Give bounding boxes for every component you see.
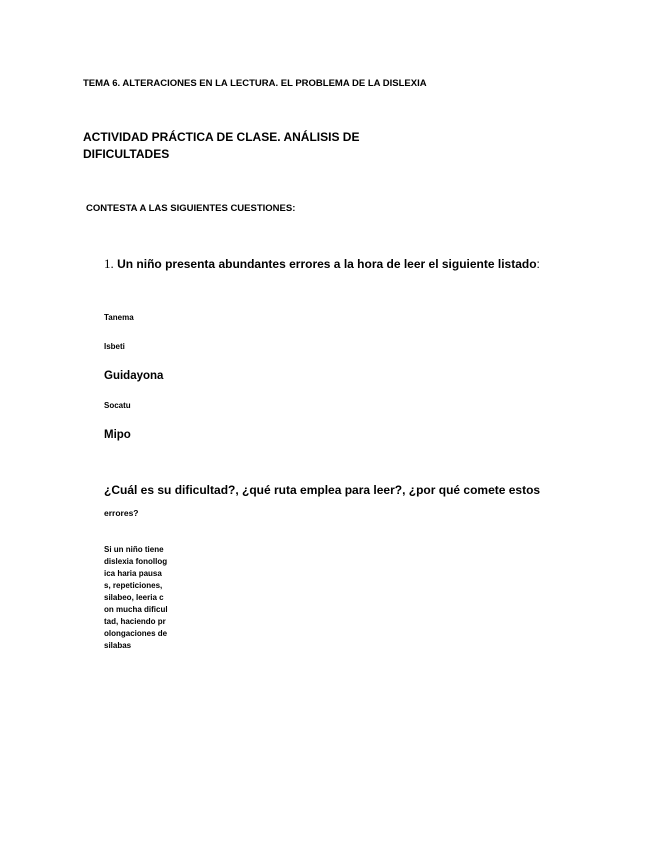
word-list-item: Socatu bbox=[104, 401, 131, 410]
question-1 bbox=[104, 256, 540, 272]
question-1-colon: : bbox=[536, 257, 540, 271]
word-list-item: Tanema bbox=[104, 313, 134, 322]
document-header: TEMA 6. ALTERACIONES EN LA LECTURA. EL PROBLEMA DE LA DISLEXIA bbox=[83, 78, 427, 89]
question-1-text: Un niño presenta abundantes errores a la hora de leer el siguiente listado bbox=[117, 257, 537, 271]
word-list-item: Mipo bbox=[104, 429, 131, 441]
instructions-heading: CONTESTA A LAS SIGUIENTES CUESTIONES: bbox=[86, 203, 296, 214]
activity-title: ACTIVIDAD PRÁCTICA DE CLASE. ANÁLISIS DE DIFICULTADES bbox=[83, 130, 360, 161]
question-2-line-1: ¿Cuál es su dificultad?, ¿qué ruta emplea para leer?, ¿por qué comete estos bbox=[104, 483, 541, 497]
question-2-line-2: errores? bbox=[104, 508, 139, 518]
student-answer: Si un niño tiene dislexia fonollogica haria pausas, repeticiones, silabeo, leeria con mucha dificultad, haciendo prolongaciones de silabas bbox=[104, 545, 168, 650]
question-1-number: 1. bbox=[104, 256, 114, 271]
word-list-item: Isbeti bbox=[104, 342, 125, 351]
word-list-item: Guidayona bbox=[104, 370, 164, 382]
